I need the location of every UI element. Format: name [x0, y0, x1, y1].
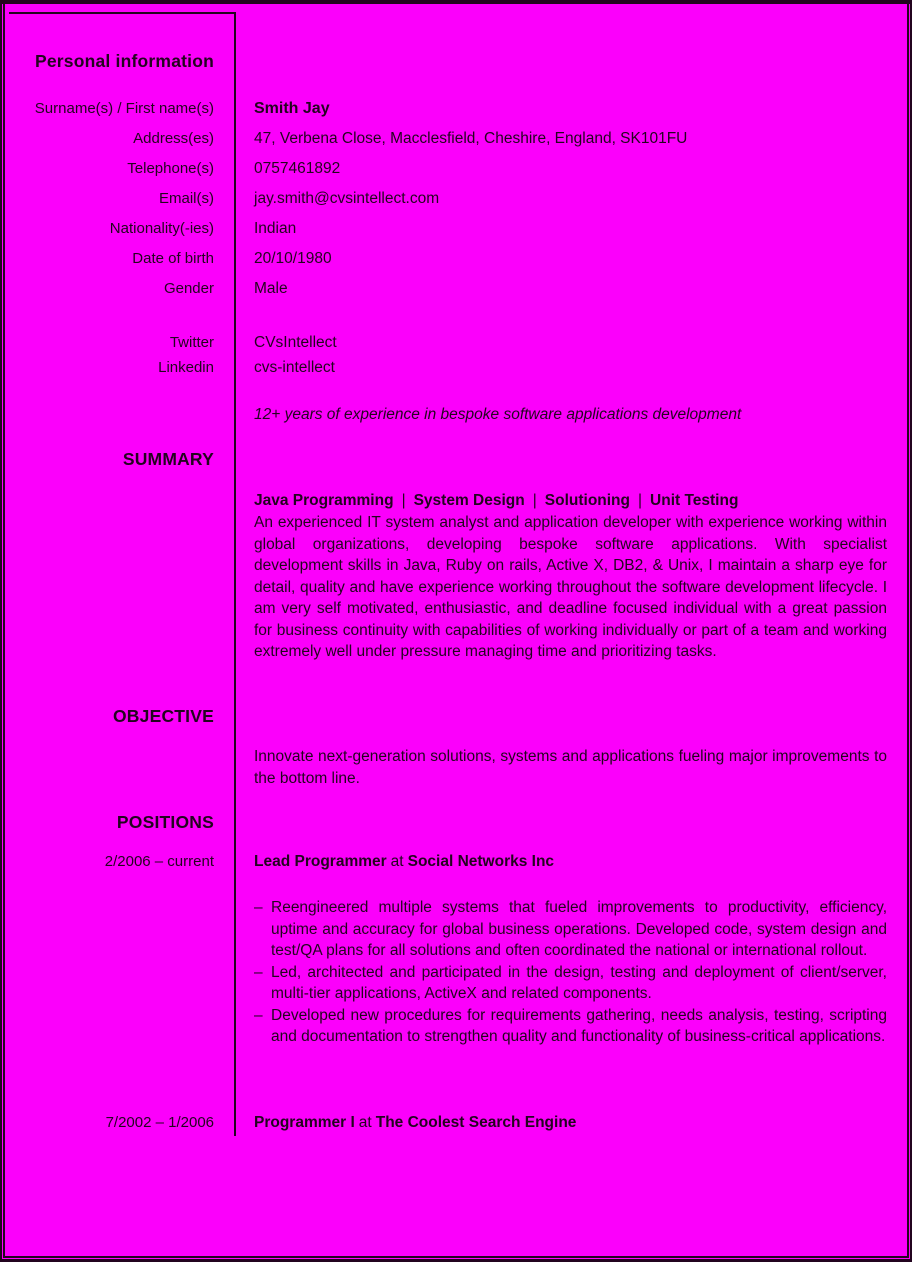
skills-separator: |: [532, 492, 537, 509]
field-label-telephone: Telephone(s): [127, 160, 214, 177]
bullet-item: [254, 962, 887, 1005]
position-connector: at: [390, 853, 404, 870]
field-value-telephone: 0757461892: [254, 160, 341, 177]
position-job-title: Lead Programmer: [254, 853, 387, 870]
position-period: 2/2006 – current: [104, 853, 214, 870]
section-title-positions: POSITIONS: [116, 812, 214, 832]
position-period: 7/2002 – 1/2006: [105, 1114, 214, 1131]
section-title-objective: OBJECTIVE: [113, 706, 214, 726]
field-value-email: jay.smith@cvsintellect.com: [254, 190, 440, 207]
field-label-linkedin: Linkedin: [158, 359, 214, 376]
position-title-line: [254, 1112, 887, 1134]
position-job-title: Programmer I: [254, 1114, 355, 1131]
experience-tagline: 12+ years of experience in bespoke software applications development: [254, 406, 742, 423]
field-value-date-of-birth: 20/10/1980: [254, 250, 332, 267]
column-divider-rule: [234, 12, 236, 1136]
bullet-item: [254, 897, 887, 962]
bullet-dash: –: [254, 963, 263, 981]
skills-line: [254, 490, 887, 512]
bullet-item: [254, 1005, 887, 1048]
section-title-summary: SUMMARY: [122, 449, 214, 469]
position-bullet-list: [254, 897, 887, 1048]
field-value-linkedin: cvs-intellect: [254, 359, 335, 376]
section-title-personal-information: Personal information: [34, 51, 214, 71]
position-company: Social Networks Inc: [407, 853, 555, 870]
summary-paragraph: An experienced IT system analyst and application developer with experience working within global organizations, developing bespoke software applications. With specialist development skills in Java, Ruby on rails, Active X, DB2, & Unix, I maintain a sharp eye for detail, quality and have experience working throughout the software development lifecycle. I am very self motivated, enthusiastic, and deadline focused individual with a great passion for business continuity with capabilities of working individually or part of a team and working extremely well under pressure managing time and prioritizing tasks.: [254, 514, 887, 660]
objective-paragraph: Innovate next-generation solutions, systems and applications fueling major improvements to the bottom line.: [254, 748, 887, 787]
skill-java-programming: Java Programming: [254, 492, 394, 509]
cv-content: [2, 4, 910, 1259]
bullet-text: Led, architected and participated in the design, testing and deployment of client/server, multi-tier applications, ActiveX and related components.: [271, 963, 887, 1002]
field-label-twitter: Twitter: [169, 334, 214, 351]
field-value-address: 47, Verbena Close, Macclesfield, Cheshire, England, SK101FU: [254, 130, 688, 147]
header-rule: [9, 12, 236, 14]
position-company: The Coolest Search Engine: [375, 1114, 577, 1131]
field-value-gender: Male: [254, 280, 288, 297]
field-label-nationality: Nationality(-ies): [109, 220, 214, 237]
field-label-address: Address(es): [133, 130, 214, 147]
summary-block: [254, 490, 887, 663]
bullet-dash: –: [254, 899, 263, 916]
position-title-line: [254, 851, 887, 873]
skill-unit-testing: Unit Testing: [650, 492, 739, 509]
field-value-twitter: CVsIntellect: [254, 334, 337, 351]
skill-system-design: System Design: [413, 492, 525, 509]
bullet-dash: –: [254, 1006, 263, 1024]
field-label-surname: Surname(s) / First name(s): [34, 100, 214, 117]
field-label-date-of-birth: Date of birth: [132, 250, 214, 267]
field-value-surname: Smith Jay: [254, 100, 330, 117]
field-label-email: Email(s): [159, 190, 214, 207]
skill-solutioning: Solutioning: [544, 492, 630, 509]
bullet-text: Reengineered multiple systems that fueled improvements to productivity, efficiency, uptime and accuracy for global business operations. Developed code, system design and test/QA plans for all solutions and often coordinated the national or international rollout.: [271, 899, 887, 959]
field-label-gender: Gender: [163, 280, 214, 297]
skills-separator: |: [401, 492, 406, 509]
position-connector: at: [358, 1114, 372, 1131]
skills-separator: |: [638, 492, 643, 509]
bullet-text: Developed new procedures for requirements gathering, needs analysis, testing, scripting and documentation to strengthen quality and functionality of business-critical applications.: [271, 1006, 887, 1045]
field-value-nationality: Indian: [254, 220, 297, 237]
